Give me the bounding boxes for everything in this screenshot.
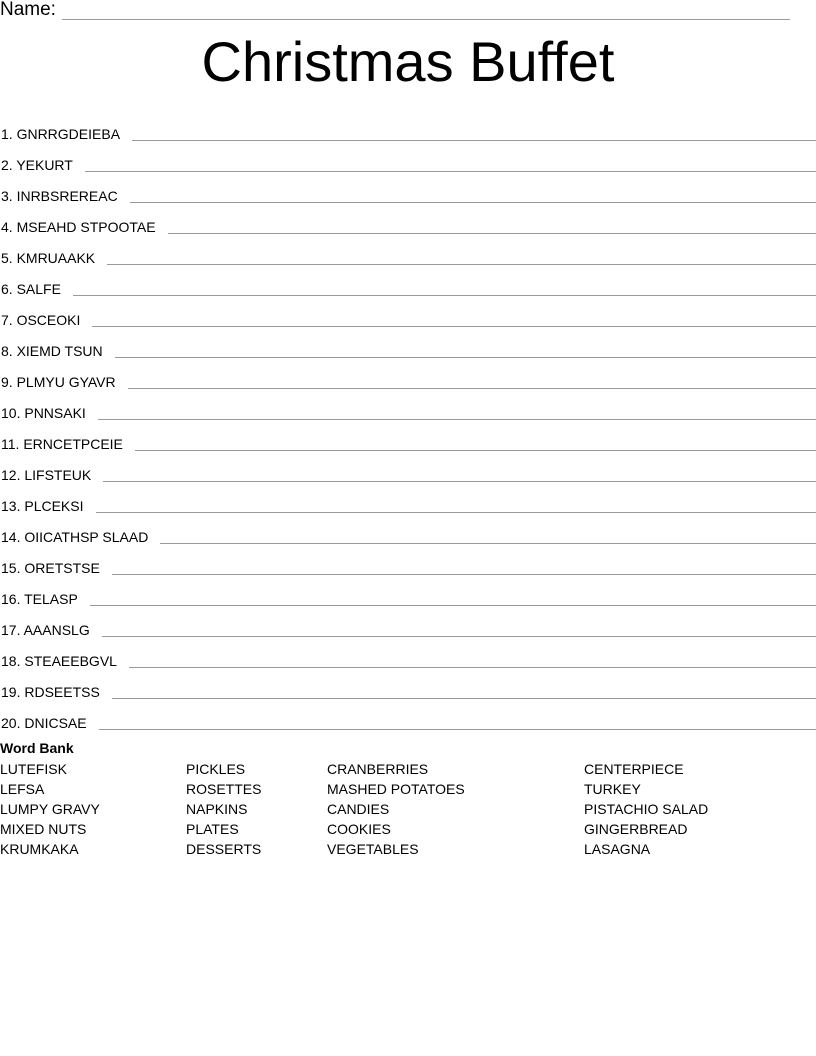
question-row [0, 391, 816, 422]
question-label: 3. INRBSREREAC [1, 188, 118, 204]
answer-line[interactable] [129, 653, 816, 668]
question-label: 5. KMRUAAKK [1, 250, 96, 266]
answer-line[interactable] [130, 188, 816, 203]
word-bank-item: VEGETABLES [327, 841, 419, 857]
question-row [0, 360, 816, 391]
question-row [0, 112, 816, 143]
question-row [0, 298, 816, 329]
question-label: 11. ERNCETPCEIE [1, 436, 123, 452]
word-bank-item: NAPKINS [186, 801, 248, 817]
answer-line[interactable] [92, 312, 816, 327]
answer-line[interactable] [168, 219, 816, 234]
question-row [0, 484, 816, 515]
word-bank-item: LUTEFISK [0, 761, 67, 777]
question-list [0, 112, 816, 732]
answer-line[interactable] [115, 343, 816, 358]
word-bank-column [186, 759, 261, 859]
word-bank-item: DESSERTS [186, 841, 262, 857]
question-row [0, 329, 816, 360]
word-bank-item: PISTACHIO SALAD [584, 801, 709, 817]
question-row [0, 453, 816, 484]
question-label: 2. YEKURT [1, 157, 73, 173]
question-label: 1. GNRRGDEIEBA [1, 126, 121, 142]
word-bank-item: CANDIES [327, 801, 390, 817]
word-bank-column [327, 759, 465, 859]
question-label: 8. XIEMD TSUN [1, 343, 103, 359]
word-bank-item: ROSETTES [186, 781, 262, 797]
word-bank-item: LASAGNA [584, 841, 651, 857]
question-row [0, 143, 816, 174]
question-label: 4. MSEAHD STPOOTAE [1, 219, 156, 235]
name-answer-line[interactable] [62, 3, 790, 20]
answer-line[interactable] [85, 157, 816, 172]
word-bank-column [0, 759, 100, 859]
answer-line[interactable] [90, 591, 816, 606]
answer-line[interactable] [99, 715, 816, 730]
question-row [0, 236, 816, 267]
question-label: 20. DNICSAE [1, 715, 87, 731]
name-label: Name: [0, 0, 56, 20]
question-row [0, 515, 816, 546]
answer-line[interactable] [132, 126, 816, 141]
answer-line[interactable] [107, 250, 816, 265]
answer-line[interactable] [102, 622, 816, 637]
name-row [0, 0, 790, 20]
question-row [0, 577, 816, 608]
question-label: 16. TELASP [1, 591, 78, 607]
question-label: 6. SALFE [1, 281, 61, 297]
question-label: 10. PNNSAKI [1, 405, 86, 421]
question-label: 12. LIFSTEUK [1, 467, 92, 483]
word-bank-item: TURKEY [584, 781, 641, 797]
answer-line[interactable] [112, 684, 816, 699]
word-bank-item: MIXED NUTS [0, 821, 87, 837]
question-label: 13. PLCEKSI [1, 498, 84, 514]
question-row [0, 701, 816, 732]
question-label: 19. RDSEETSS [1, 684, 100, 700]
word-bank-item: KRUMKAKA [0, 841, 79, 857]
word-bank-item: MASHED POTATOES [327, 781, 465, 797]
question-label: 14. OIICATHSP SLAAD [1, 529, 149, 545]
word-bank-item: CENTERPIECE [584, 761, 684, 777]
word-bank-item: PICKLES [186, 761, 246, 777]
word-bank-item: LEFSA [0, 781, 45, 797]
page-title: Christmas Buffet [201, 30, 615, 93]
question-row [0, 670, 816, 701]
answer-line[interactable] [96, 498, 816, 513]
answer-line[interactable] [160, 529, 816, 544]
word-bank-title: Word Bank [0, 740, 74, 756]
answer-line[interactable] [73, 281, 816, 296]
question-row [0, 639, 816, 670]
question-row [0, 546, 816, 577]
word-bank-item: PLATES [186, 821, 239, 837]
word-bank-item: LUMPY GRAVY [0, 801, 100, 817]
answer-line[interactable] [135, 436, 816, 451]
question-row [0, 422, 816, 453]
question-label: 17. AAANSLG [1, 622, 90, 638]
question-label: 7. OSCEOKI [1, 312, 81, 328]
question-label: 15. ORETSTSE [1, 560, 100, 576]
word-bank-item: CRANBERRIES [327, 761, 429, 777]
question-label: 9. PLMYU GYAVR [1, 374, 116, 390]
question-row [0, 608, 816, 639]
answer-line[interactable] [98, 405, 816, 420]
word-bank-column [584, 759, 708, 859]
word-bank-item: COOKIES [327, 821, 391, 837]
question-row [0, 267, 816, 298]
answer-line[interactable] [128, 374, 816, 389]
answer-line[interactable] [103, 467, 816, 482]
word-bank-item: GINGERBREAD [584, 821, 688, 837]
question-row [0, 205, 816, 236]
answer-line[interactable] [112, 560, 816, 575]
question-row [0, 174, 816, 205]
question-label: 18. STEAEEBGVL [1, 653, 117, 669]
